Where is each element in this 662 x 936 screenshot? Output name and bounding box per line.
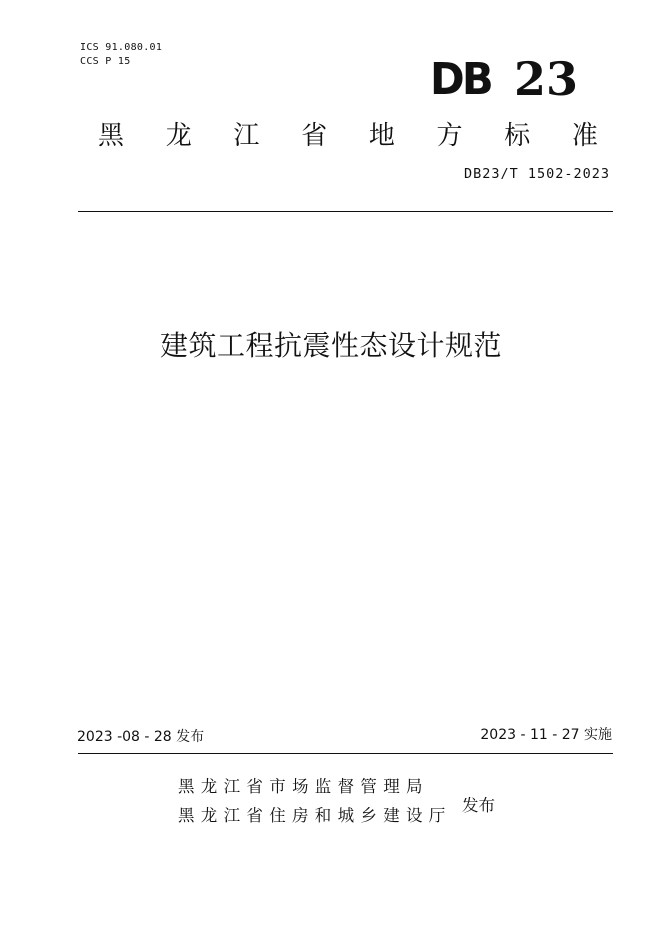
logo-prefix: DB [430, 54, 491, 105]
standard-type-char: 地 [368, 121, 395, 151]
logo-number: 23 [514, 52, 579, 106]
standard-type-char: 省 [301, 121, 328, 151]
issue-date: 2023 -08 - 28 发布 [77, 729, 205, 745]
issuer-name: 黑龙江省住房和城乡建设厅 [178, 806, 452, 825]
standard-type-char: 黑 [98, 121, 125, 151]
document-title: 建筑工程抗震性态设计规范 [159, 329, 502, 362]
ics-code: ICS 91.080.01 [80, 42, 163, 53]
standard-type-heading [98, 118, 598, 154]
standard-type-char: 标 [504, 121, 531, 151]
db23-logo [430, 54, 590, 106]
standard-type-char: 方 [436, 121, 463, 151]
standard-type-char: 江 [233, 121, 260, 151]
standard-code: DB23/T 1502-2023 [463, 166, 610, 182]
ccs-code: CCS P 15 [80, 56, 131, 67]
implementation-date: 2023 - 11 - 27 实施 [480, 727, 612, 743]
issuer-name: 黑龙江省市场监督管理局 [178, 777, 429, 796]
bottom-divider [78, 753, 613, 754]
issue-label: 发布 [462, 796, 495, 815]
standard-type-char: 龙 [165, 121, 192, 151]
standard-type-char: 准 [571, 121, 598, 151]
issuing-authorities [178, 772, 452, 830]
classification-codes [80, 41, 162, 69]
top-divider [78, 211, 613, 212]
